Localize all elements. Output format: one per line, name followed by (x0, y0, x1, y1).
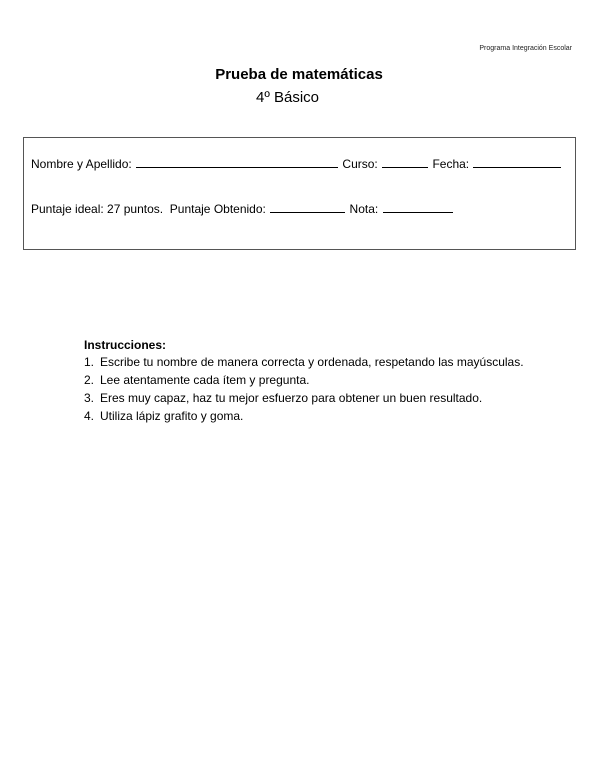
title-text: Prueba de matemáticas (215, 66, 383, 83)
item-number: 1. (84, 355, 95, 369)
instructions (84, 338, 524, 425)
grade-field[interactable] (383, 201, 453, 213)
list-item (84, 371, 524, 389)
obtained-score-field[interactable] (270, 201, 345, 213)
item-text: Lee atentamente cada ítem y pregunta. (100, 373, 310, 387)
program-label: Programa Integración Escolar (479, 45, 572, 52)
grade-label: Nota: (349, 202, 379, 216)
score-row (31, 201, 454, 216)
item-number: 2. (84, 373, 95, 387)
name-label: Nombre y Apellido: (31, 157, 132, 171)
item-number: 4. (84, 409, 95, 423)
item-text: Escribe tu nombre de manera correcta y ordenada, respetando las mayúsculas. (100, 355, 524, 369)
item-number: 3. (84, 391, 95, 405)
obtained-score-label: Puntaje Obtenido: (169, 202, 266, 216)
page-subtitle: 4º Básico (256, 89, 320, 106)
item-text: Utiliza lápiz grafito y goma. (100, 409, 244, 423)
date-field[interactable] (473, 156, 561, 168)
date-label: Fecha: (432, 157, 470, 171)
name-field[interactable] (136, 156, 338, 168)
ideal-score: Puntaje ideal: 27 puntos. (31, 202, 164, 216)
course-label: Curso: (342, 157, 378, 171)
student-info-row (31, 156, 562, 171)
list-item (84, 389, 524, 407)
student-info-box (23, 137, 576, 250)
instructions-title: Instrucciones: (84, 338, 167, 352)
page-title (0, 66, 600, 83)
instructions-list (84, 353, 524, 425)
list-item (84, 407, 524, 425)
list-item (84, 353, 524, 371)
item-text: Eres muy capaz, haz tu mejor esfuerzo para obtener un buen resultado. (100, 391, 483, 405)
course-field[interactable] (382, 156, 428, 168)
